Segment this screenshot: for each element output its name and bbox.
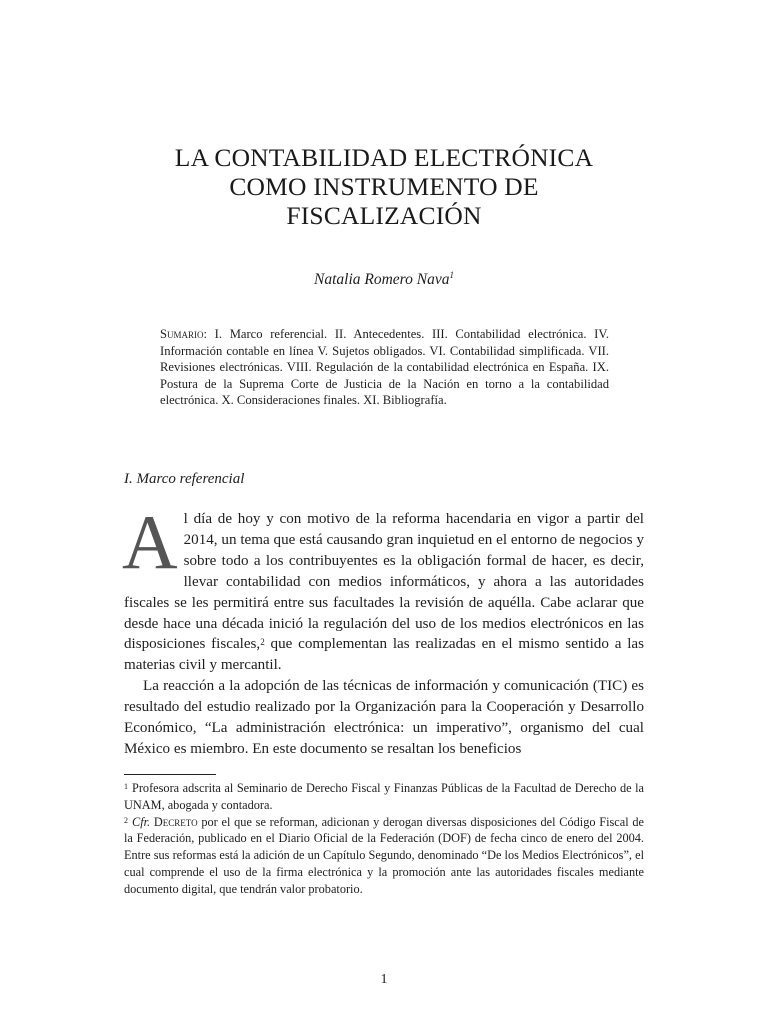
paragraph-1 xyxy=(122,499,644,676)
paragraph-2: La reacción a la adopción de las técnicas de información y comunicación (TIC) es resultado del estudio realizado por la Organización para la Cooperación y Desarrollo Económico, “La administración electrónica: un imperativo”, organismo del cual México es miembro. En este documento se resaltan los beneficios xyxy=(124,678,644,757)
author-line xyxy=(120,271,648,289)
summary-block xyxy=(160,326,609,409)
summary-text: : I. Marco referencial. II. Antecedentes. III. Contabilidad electrónica. IV. Información contable en línea V. Sujetos obligados. VI. Contabilidad simplificada. VII. Revisiones electrónicas. VIII. Regulación de la contabilidad electrónica en España. IX. Postura de la Suprema Corte de Justicia de la Nación en torno a la contabilidad electrónica. X. Consideraciones finales. XI. Bibliografía. xyxy=(160,327,609,408)
article-title xyxy=(120,143,648,230)
paragraph-1-text-b: que complementan las realizadas en el mismo sentido a las materias civil y mercantil. xyxy=(124,636,644,674)
footnote-1-text: Profesora adscrita al Seminario de Derecho Fiscal y Finanzas Públicas de la Facultad de Derecho de la UNAM, abogada y contadora. xyxy=(124,781,644,812)
drop-cap: A xyxy=(122,499,178,585)
page-number: 1 xyxy=(380,972,388,987)
paragraph-1-text-a: l día de hoy y con motivo de la reforma hacendaria en vigor a partir del 2014, un tema que está causando gran inquietud en el entorno de negocios y sobre todo a los contribuyentes es la obligación formal de hacer, es decir, llevar contabilidad con medios informáticos, y ahora a las autoridades fiscales se les permitirá entre sus facultades la revisión de aquélla. Cabe aclarar que desde hace una década inició la regulación del uso de los medios electrónicos en las disposiciones fiscales, xyxy=(124,511,644,653)
footnote-ref-2[interactable]: 2 xyxy=(260,637,265,648)
footnote-1 xyxy=(124,780,644,814)
footnote-2-number: 2 xyxy=(124,815,128,825)
footnote-2-decreto: Decreto xyxy=(153,814,198,829)
footnote-divider xyxy=(124,774,216,775)
section-heading: I. Marco referencial xyxy=(124,471,245,487)
footnote-1-number: 1 xyxy=(124,782,128,791)
author-name: Natalia Romero Nava xyxy=(314,271,450,288)
summary-label: Sumario xyxy=(160,327,204,341)
author-footnote-ref[interactable]: 1 xyxy=(449,270,454,280)
title-line-1: LA CONTABILIDAD ELECTRÓNICA xyxy=(174,143,594,172)
body-text xyxy=(122,499,644,760)
footnote-2-text: por el que se reforman, adicionan y derogan diversas disposiciones del Código Fiscal de la Federación, publicado en el Diario Oficial de la Federación (DOF) de fecha cinco de enero del 2004. Entre sus reformas está la adición de un Capítulo Segundo, denominado “De los Medios Electrónicos”, el cual comprende el uso de la firma electrónica y la promoción ante las autoridades fiscales mediante documento digital, que tendrán valor probatorio. xyxy=(124,814,644,896)
title-line-2: COMO INSTRUMENTO DE xyxy=(229,172,539,201)
footnote-2-cfr: Cfr. xyxy=(132,814,151,829)
footnotes xyxy=(124,780,644,898)
title-line-3: FISCALIZACIÓN xyxy=(286,201,482,230)
footnote-2 xyxy=(124,814,644,898)
